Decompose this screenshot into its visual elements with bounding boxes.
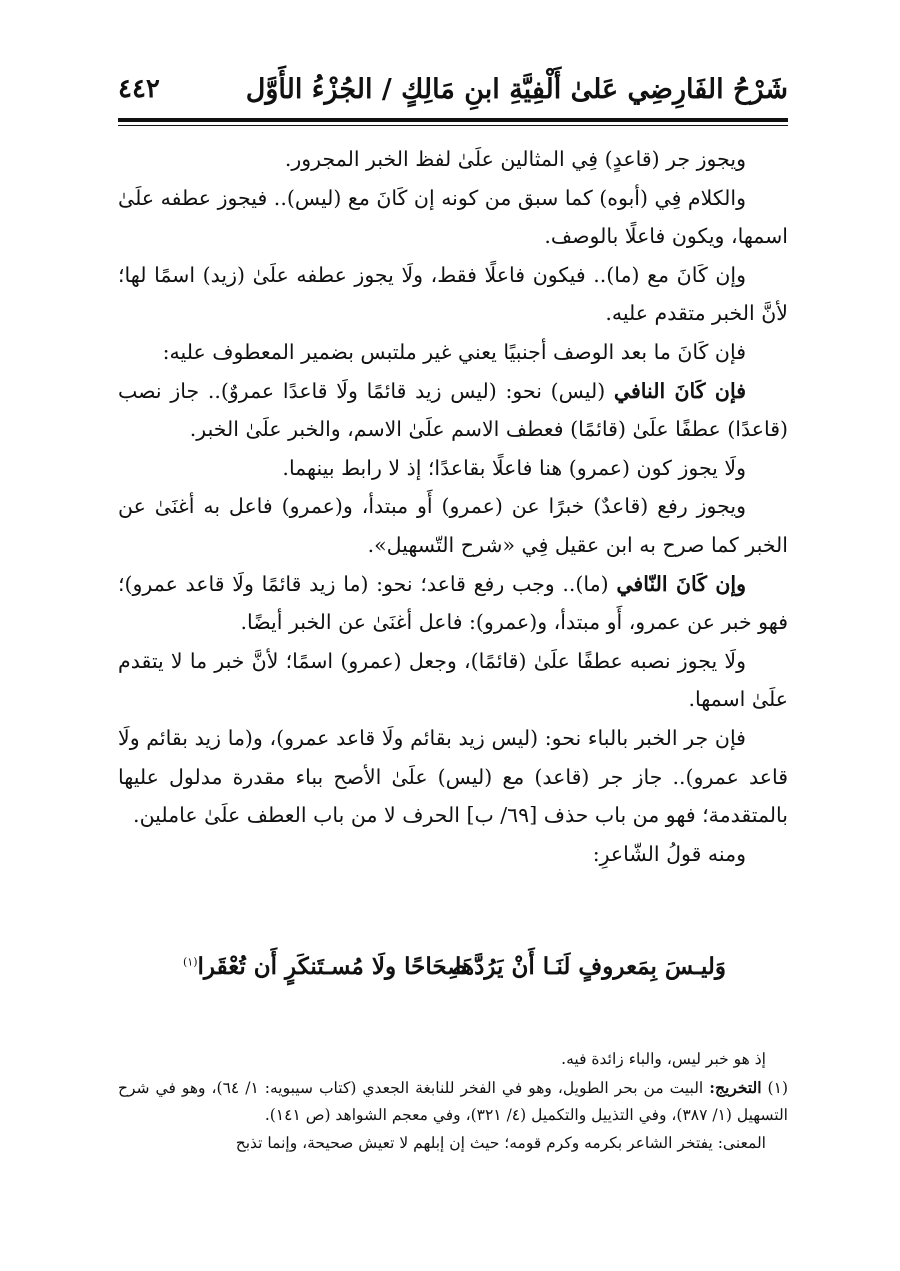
verse-first-hemistich-text: وَليـسَ بِمَعروفٍ لَنَـا أَنْ يَرُدَّهَا	[454, 953, 726, 980]
footnote-1	[118, 1074, 788, 1130]
paragraph-text: فإن جر الخبر بالباء نحو: (ليس زيد بقائم ولَا قاعد عمرو)، و(ما زيد بقائم ولَا قاعد عمرو).. جاز جر (قاعد) مع (ليس) علَىٰ الأصح بباء مقدرة مدلول عليها بالمتقدمة؛ فهو من باب حذف [٦٩/ ب] الحرف لا من باب العطف علَىٰ عاملين.	[118, 725, 788, 828]
footnote-marker: (١)	[183, 955, 198, 969]
paragraph	[118, 449, 788, 488]
verse-first-hemistich	[455, 953, 726, 980]
verse-second-hemistich-text: صِحَاحًا ولَا مُسـتَنكَرٍ أَن تُعْقَرا	[197, 953, 467, 980]
paragraph-text: (ليس) نحو: (ليس زيد قائمًا ولَا قاعدًا عمروٌ).. جاز نصب (قاعدًا) عطفًا علَىٰ (قائمًا) فعطف الاسم علَىٰ الاسم، والخبر علَىٰ الخبر.	[118, 378, 788, 442]
poetry-verse	[118, 953, 788, 993]
footnote-text: البيت من بحر الطويل، وهو في الفخر للنابغة الجعدي (كتاب سيبويه: ١/ ٦٤)، وهو في شرح التسهيل (١/ ٣٨٧)، وفي التذييل والتكميل (٤/ ٣٢١)، وفي معجم الشواهد (ص ١٤١).	[118, 1078, 788, 1124]
paragraph	[118, 719, 788, 835]
header-rule-thick	[118, 118, 788, 122]
paragraph	[118, 642, 788, 719]
verse-second-hemistich	[183, 953, 467, 980]
paragraph	[118, 256, 788, 333]
paragraph-text: ولَا يجوز نصبه عطفًا علَىٰ (قائمًا)، وجعل (عمرو) اسمًا؛ لأنَّ خبر ما لا يتقدم علَىٰ اسمها.	[118, 648, 788, 712]
paragraph	[118, 333, 788, 372]
paragraph-text: (ما).. وجب رفع قاعد؛ نحو: (ما زيد قائمًا ولَا قاعد عمرو)؛ فهو خبر عن عمرو، أَو مبتدأ، و(عمرو): فاعل أغنَىٰ عن الخبر أيضًا.	[118, 571, 788, 635]
footnote-meaning: المعنى: يفتخر الشاعر بكرمه وكرم قومه؛ حيث إن إبلهم لا تعيش صحيحة، وإنما تذبح	[235, 1133, 766, 1152]
footnote-number: (١)	[767, 1078, 788, 1097]
paragraph	[118, 487, 788, 564]
main-text	[118, 140, 788, 873]
paragraph	[118, 565, 788, 642]
paragraph-lead: فإن كَانَ النافي	[613, 378, 746, 403]
paragraph	[118, 835, 788, 874]
paragraph-text: فإن كَانَ ما بعد الوصف أجنبيًا يعني غير ملتبس بضمير المعطوف عليه:	[162, 339, 746, 364]
paragraph	[118, 372, 788, 449]
running-header	[118, 68, 788, 122]
paragraph-text: وإن كَانَ مع (ما).. فيكون فاعلًا فقط، ولَا يجوز عطفه علَىٰ (زيد) اسمًا لها؛ لأنَّ الخبر متقدم عليه.	[118, 262, 788, 326]
page-number: ٤٤٢	[118, 74, 160, 104]
paragraph-text: والكلام فِي (أبوه) كما سبق من كونه إن كَانَ مع (ليس).. فيجوز عطفه علَىٰ اسمها، ويكون فاعلًا بالوصف.	[118, 185, 788, 249]
paragraph-text: ويجوز جر (قاعدٍ) فِي المثالين علَىٰ لفظ الخبر المجرور.	[284, 147, 746, 171]
footnotes	[118, 1046, 788, 1157]
paragraph-text: ويجوز رفع (قاعدٌ) خبرًا عن (عمرو) أَو مبتدأ، و(عمرو) فاعل به أغنَىٰ عن الخبر كما صرح به ابن عقيل فِي «شرح التّسهيل».	[118, 494, 788, 557]
paragraph-text: ولَا يجوز كون (عمرو) هنا فاعلًا بقاعدًا؛ إذ لا رابط بينهما.	[282, 455, 746, 480]
paragraph-text: ومنه قولُ الشّاعرِ:	[592, 841, 746, 866]
paragraph-lead: وإن كَانَ النّافي	[616, 571, 746, 596]
paragraph	[118, 179, 788, 256]
footnote-continuation: إذ هو خبر ليس، والباء زائدة فيه.	[561, 1050, 766, 1068]
running-title: شَرْحُ الفَارِضِي عَلىٰ أَلْفِيَّةِ ابنِ مَالِكٍ / الجُزْءُ الأَوَّل	[245, 74, 788, 105]
header-rule-thin	[118, 125, 788, 126]
footnote-label: التخريج:	[709, 1077, 762, 1097]
paragraph	[118, 140, 788, 179]
